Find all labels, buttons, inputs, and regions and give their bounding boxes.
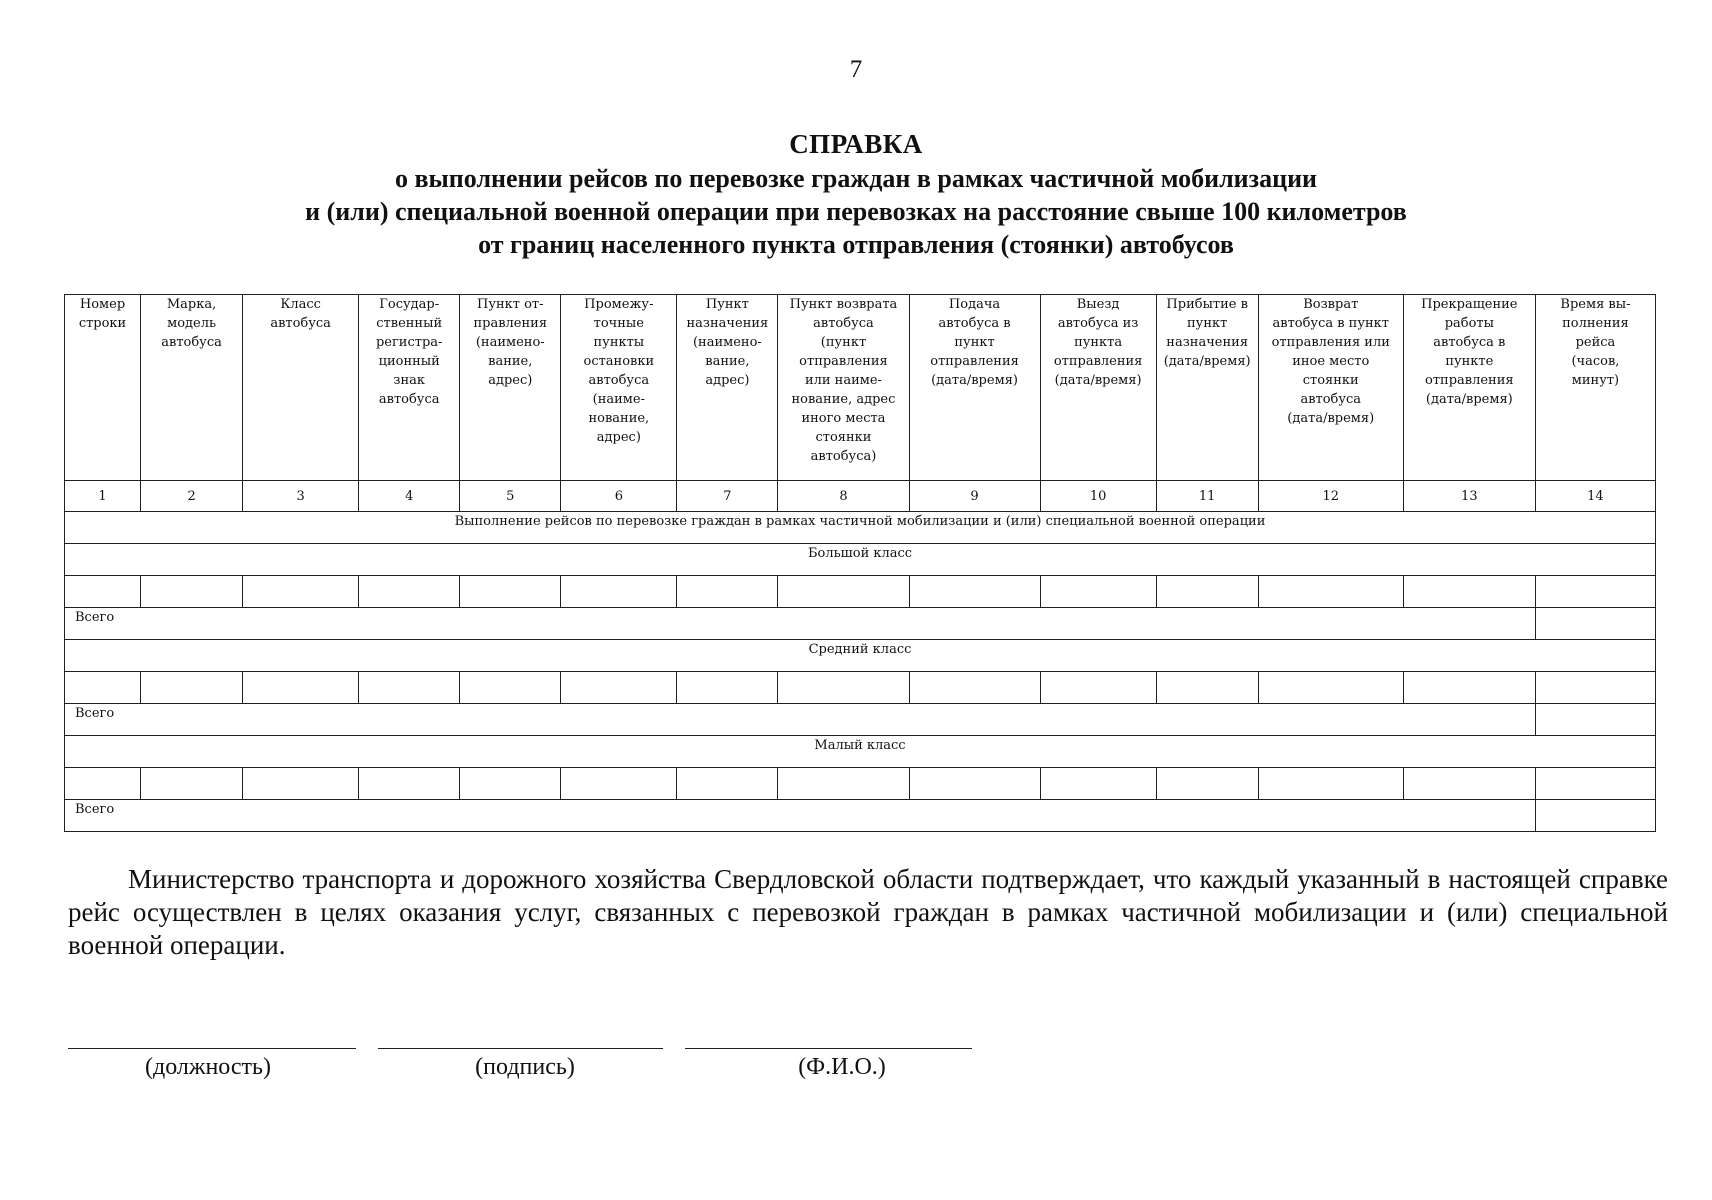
column-number: 1 <box>65 481 141 512</box>
report-table <box>64 294 1656 832</box>
table-cell[interactable] <box>460 768 561 800</box>
table-cell[interactable] <box>1258 576 1403 608</box>
header-cell: Время вы- полнения рейса (часов, минут) <box>1535 295 1655 481</box>
total-label: Всего <box>65 704 1536 736</box>
table-cell[interactable] <box>359 768 460 800</box>
class-heading-small: Малый класс <box>65 736 1656 768</box>
signature-caption: (подпись) <box>475 1054 575 1080</box>
column-number: 7 <box>677 481 778 512</box>
column-number: 13 <box>1403 481 1535 512</box>
table-cell[interactable] <box>561 576 677 608</box>
column-number: 9 <box>909 481 1040 512</box>
column-number: 3 <box>243 481 359 512</box>
header-cell: Пункт назначения (наимено- вание, адрес) <box>677 295 778 481</box>
class-heading-medium: Средний класс <box>65 640 1656 672</box>
total-value-cell[interactable] <box>1535 704 1655 736</box>
table-cell[interactable] <box>1258 768 1403 800</box>
class-heading-row <box>65 640 1656 672</box>
signature-line[interactable] <box>378 1048 663 1049</box>
header-cell: Возврат автобуса в пункт отправления или иное место стоянки автобуса (дата/время) <box>1258 295 1403 481</box>
table-cell[interactable] <box>1040 576 1156 608</box>
title-main: СПРАВКА <box>789 129 923 159</box>
column-number: 10 <box>1040 481 1156 512</box>
table-cell[interactable] <box>243 576 359 608</box>
table-cell[interactable] <box>778 672 909 704</box>
column-number: 2 <box>141 481 243 512</box>
table-cell[interactable] <box>561 768 677 800</box>
table-cell[interactable] <box>141 672 243 704</box>
table-cell[interactable] <box>1403 768 1535 800</box>
header-cell: Пункт от- правления (наимено- вание, адрес) <box>460 295 561 481</box>
total-row <box>65 704 1656 736</box>
table-cell[interactable] <box>1535 672 1655 704</box>
table-cell[interactable] <box>1040 672 1156 704</box>
table-cell[interactable] <box>460 672 561 704</box>
table-cell[interactable] <box>909 768 1040 800</box>
table-cell[interactable] <box>359 576 460 608</box>
table-cell[interactable] <box>65 672 141 704</box>
header-cell: Прекращение работы автобуса в пункте отправления (дата/время) <box>1403 295 1535 481</box>
total-value-cell[interactable] <box>1535 800 1655 832</box>
position-caption: (должность) <box>145 1054 271 1080</box>
table-cell[interactable] <box>677 768 778 800</box>
total-value-cell[interactable] <box>1535 608 1655 640</box>
table-cell[interactable] <box>1258 672 1403 704</box>
total-row <box>65 800 1656 832</box>
table-cell[interactable] <box>1535 768 1655 800</box>
total-label: Всего <box>65 800 1536 832</box>
table-cell[interactable] <box>561 672 677 704</box>
class-heading-large: Большой класс <box>65 544 1656 576</box>
table-cell[interactable] <box>778 768 909 800</box>
table-cell[interactable] <box>1156 768 1258 800</box>
class-heading-row <box>65 544 1656 576</box>
title-line-1: о выполнении рейсов по перевозке граждан в рамках частичной мобилизации <box>394 164 1318 193</box>
table-cell[interactable] <box>141 768 243 800</box>
header-cell: Прибытие в пункт назначения (дата/время) <box>1156 295 1258 481</box>
table-cell[interactable] <box>1040 768 1156 800</box>
total-label: Всего <box>65 608 1536 640</box>
section-title-row <box>65 512 1656 544</box>
column-number: 12 <box>1258 481 1403 512</box>
table-cell[interactable] <box>909 672 1040 704</box>
page-number: 7 <box>849 56 863 83</box>
table-cell[interactable] <box>1156 672 1258 704</box>
table-cell[interactable] <box>359 672 460 704</box>
table-cell[interactable] <box>677 672 778 704</box>
table-cell[interactable] <box>65 576 141 608</box>
table-cell[interactable] <box>1403 672 1535 704</box>
table-cell[interactable] <box>65 768 141 800</box>
table-cell[interactable] <box>141 576 243 608</box>
class-heading-row <box>65 736 1656 768</box>
header-cell: Пункт возврата автобуса (пункт отправления или наиме- нование, адрес иного места стоянки автобуса) <box>778 295 909 481</box>
header-cell: Государ- ственный регистра- ционный знак автобуса <box>359 295 460 481</box>
name-caption: (Ф.И.О.) <box>798 1054 886 1080</box>
column-number: 14 <box>1535 481 1655 512</box>
column-number-row <box>65 481 1656 512</box>
column-number: 11 <box>1156 481 1258 512</box>
table-cell[interactable] <box>778 576 909 608</box>
table-row <box>65 768 1656 800</box>
header-cell: Промежу- точные пункты остановки автобуса (наиме- нование, адрес) <box>561 295 677 481</box>
table-cell[interactable] <box>677 576 778 608</box>
column-number: 4 <box>359 481 460 512</box>
table-cell[interactable] <box>1403 576 1535 608</box>
header-cell: Марка, модель автобуса <box>141 295 243 481</box>
name-signature-line[interactable] <box>685 1048 972 1049</box>
document-title <box>60 126 1652 261</box>
table-cell[interactable] <box>909 576 1040 608</box>
confirmation-statement: Министерство транспорта и дорожного хозяйства Свердловской области подтверждает, что каждый указанный в настоящей справке рейс осуществлен в целях оказания услуг, связанных с перевозкой граждан в рамках частичной мобилизации и (или) специальной военной операции. <box>68 864 1668 960</box>
header-cell: Выезд автобуса из пункта отправления (дата/время) <box>1040 295 1156 481</box>
section-title: Выполнение рейсов по перевозке граждан в рамках частичной мобилизации и (или) специальной военной операции <box>65 512 1656 544</box>
title-line-3: от границ населенного пункта отправления (стоянки) автобусов <box>478 230 1234 259</box>
table-cell[interactable] <box>1535 576 1655 608</box>
header-cell: Подача автобуса в пункт отправления (дата/время) <box>909 295 1040 481</box>
title-line-2: и (или) специальной военной операции при перевозках на расстояние свыше 100 километров <box>305 197 1407 226</box>
total-row <box>65 608 1656 640</box>
table-row <box>65 672 1656 704</box>
header-row <box>65 295 1656 481</box>
column-number: 8 <box>778 481 909 512</box>
table-cell[interactable] <box>243 768 359 800</box>
column-number: 5 <box>460 481 561 512</box>
column-number: 6 <box>561 481 677 512</box>
table-cell[interactable] <box>1156 576 1258 608</box>
table-cell[interactable] <box>243 672 359 704</box>
header-cell: Номер строки <box>65 295 141 481</box>
header-cell: Класс автобуса <box>243 295 359 481</box>
position-signature-line[interactable] <box>68 1048 356 1049</box>
table-cell[interactable] <box>460 576 561 608</box>
table-row <box>65 576 1656 608</box>
